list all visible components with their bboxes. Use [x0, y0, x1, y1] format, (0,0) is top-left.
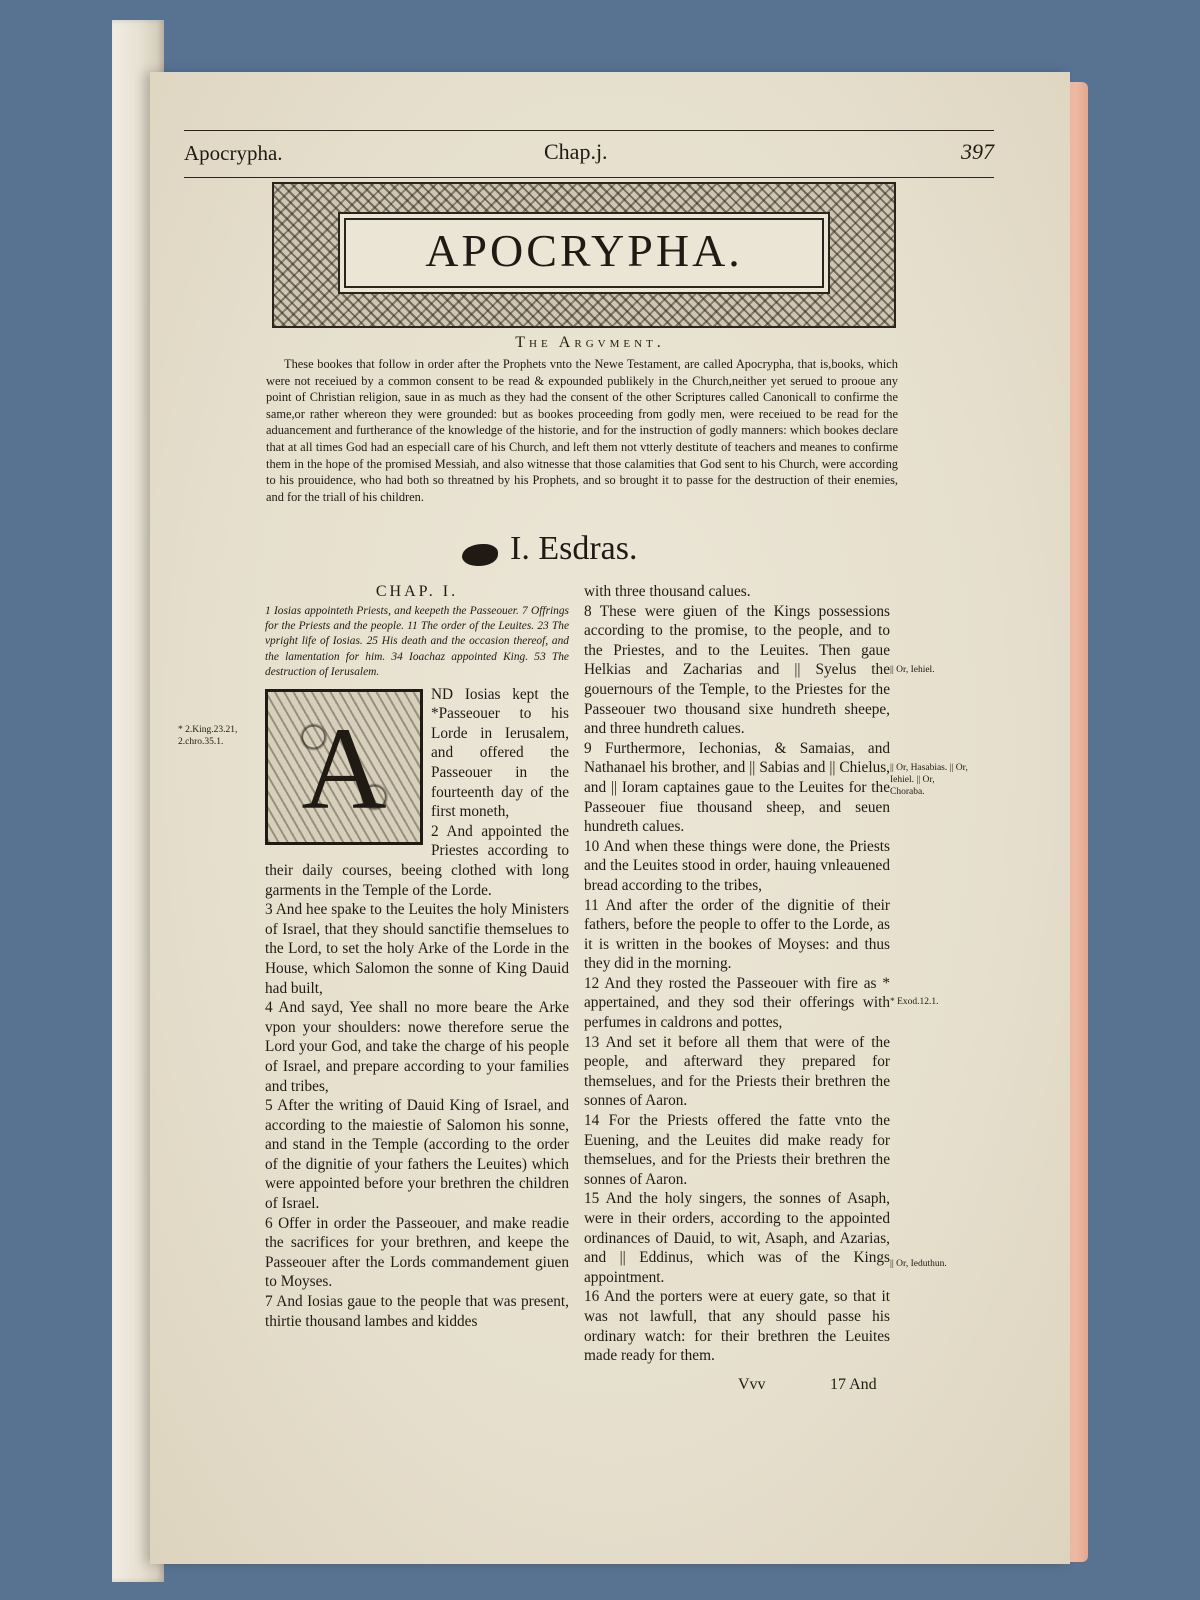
chapter-heading: CHAP. I.: [375, 583, 459, 600]
verse: 3 And hee spake to the Leuites the holy Ministers of Israel, that they should sanctifie themselues to the Lord, to set the holy Arke of the Lorde in the House, which Salomon the sonne of King Dauid had built,: [265, 901, 569, 997]
verse: 6 Offer in order the Passeouer, and make readie the sacrifices for your brethren, and keepe the Passeouer after the Lords commandement giuen to Moyses.: [265, 1214, 569, 1291]
verse: 8 These were giuen of the Kings possessions according to the promise, to the people, and to the Priestes, and to the Leuites. Then gaue Helkias and Zacharias and || Syelus the gouernours of the Temple, to the Priestes for the Passeouer two thousand sixe hundreth sheepe, and three hundreth calues.: [584, 602, 890, 738]
verse: 4 And sayd, Yee shall no more beare the Arke vpon your shoulders: nowe therefore serue the Lord your God, and take the charge of his people of Israel, and prepare according to your families and tribes,: [265, 999, 569, 1095]
argument-text: These bookes that follow in order after the Prophets vnto the Newe Testament, are called Apocrypha, that is,books, which were not receiued by a common consent to be read & expounded publikely in the Church,neither yet serued to prooue any point of Christian religion, saue in as much as they had the consent of the other Scriptures called Canonicall to confirme the same,or rather whereon they were grounded: but as bookes proceeding from godly men, were receiued to be read for the aduancement and furtherance of the knowledge of the historie, and for the instruction of godly manners: which bookes declare that at all times God had an especiall care of his Church, and left them not vtterly destitute of teachers and meanes to confirme them in the hope of the promised Messiah, and also witnesse that those calamities that God sent to his Church, were according to his prouidence, who had both so threatned by his Prophets, and so brought it to passe for the destruction of their enemies, and for the triall of his children.: [266, 357, 898, 504]
verse: 12 And they rosted the Passeouer with fire as * appertained, and they sod their offerings with perfumes in caldrons and pottes,: [584, 974, 890, 1032]
running-head-chapter: Chap.j.: [544, 139, 608, 164]
verse: 13 And set it before all them that were of the people, and afterward they prepared for themselues, and for the Priests their brethren the sonnes of Aaron.: [584, 1033, 890, 1110]
book-title: I. Esdras.: [510, 530, 638, 567]
margin-note-sabias: || Or, Hasabias. || Or, Iehiel. || Or, Choraba.: [890, 763, 968, 797]
dropcap-initial: [265, 689, 423, 845]
verse: with three thousand calues.: [584, 583, 751, 600]
chapter-summary: 1 Iosias appointeth Priests, and keepeth the Passeouer. 7 Offrings for the Priests and the people. 11 The order of the Leuites. 23 The vpright life of Iosias. 25 His death and the occasion thereof, and the lamentation for him. 34 Ioachaz appointed King. 53 The destruction of Ierusalem.: [265, 604, 569, 679]
banner-title: APOCRYPHA.: [425, 225, 743, 276]
margin-note-syelus: || Or, Iehiel.: [890, 665, 935, 675]
verse: 16 And the porters were at euery gate, so that it was not lawfull, that any should passe his ordinary watch: for their brethren the Leuites made ready for them.: [584, 1288, 890, 1365]
book-page: [150, 72, 1070, 1564]
verse: 5 After the writing of Dauid King of Israel, and according to the maiestie of Salomon his sonne, and stand in the Temple (according to the order of the dignitie of your fathers the Leuites) which were appointed before your brethren the children of Israel.: [265, 1097, 569, 1213]
text-column-left: [265, 582, 569, 1331]
verse: 2 And appointed the Priestes according to their daily courses, beeing clothed with long garments in the Temple of the Lorde.: [265, 822, 569, 899]
text-column-right: [584, 582, 890, 1366]
verse: 14 For the Priests offered the fatte vnto the Euening, and the Leuites did make ready for themselues, and for the Priests their brethren the sonnes of Aaron.: [584, 1112, 890, 1188]
catchword: 17 And: [830, 1376, 877, 1393]
margin-note-reference: * 2.King.23.21, 2.chro.35.1.: [178, 725, 238, 747]
running-head: [184, 130, 994, 178]
banner-cartouche: [344, 218, 824, 288]
ornamental-banner: [272, 182, 896, 328]
verse: 7 And Iosias gaue to the people that was present, thirtie thousand lambes and kiddes: [265, 1293, 569, 1330]
running-head-left: Apocrypha.: [184, 141, 283, 165]
verse: 11 And after the order of the dignitie of their fathers, before the people to offer to the Lorde, as it is written in the bookes of Moyses: and thus they did in the morning.: [584, 896, 890, 973]
argument-heading: The Argvment.: [515, 334, 665, 351]
verse: 10 And when these things were done, the Priests and the Leuites stood in order, hauing vnleauened bread according to the tribes,: [584, 837, 890, 894]
dropcap-letter: A: [301, 702, 387, 834]
margin-note-eddinus: || Or, Ieduthun.: [890, 1259, 947, 1269]
verse: 15 And the holy singers, the sonnes of Asaph, were in their orders, according to the appointed ordinances of Dauid, to wit, Asaph, and Azarias, and || Eddinus, which was of the Kings appointment.: [584, 1190, 890, 1286]
fleuron-icon: [462, 544, 498, 566]
signature-mark: Vvv: [738, 1376, 766, 1393]
verse: ND Iosias kept the *Passeouer to his Lorde in Ierusalem, and offered the Passeouer in the fourteenth day of the first moneth,: [431, 685, 569, 821]
verse: 9 Furthermore, Iechonias, & Samaias, and Nathanael his brother, and || Sabias and || Chielus, and || Ioram captaines gaue to the Leuites for the Passeouer fiue thousand sheep, and seuen hundreth calues.: [584, 739, 890, 836]
page-number: 397: [961, 139, 994, 164]
margin-note-exodus: * Exod.12.1.: [890, 997, 939, 1007]
